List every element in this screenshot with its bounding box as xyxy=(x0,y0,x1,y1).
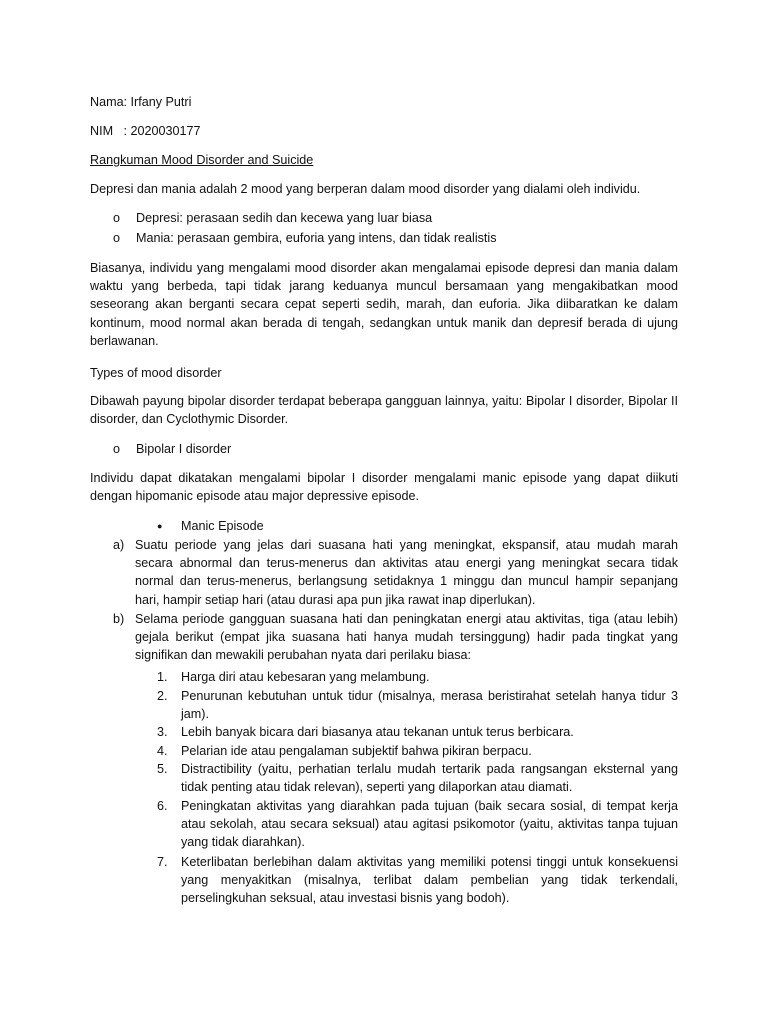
symptom-item xyxy=(157,853,678,908)
symptom-text: Pelarian ide atau pengalaman subjektif bahwa pikiran berpacu. xyxy=(181,744,532,758)
list-item xyxy=(113,440,231,458)
section-heading: Types of mood disorder xyxy=(90,366,222,380)
criteria-item xyxy=(113,536,678,609)
list-item xyxy=(113,229,497,247)
list-item xyxy=(157,517,264,535)
list-item-text: Mania: perasaan gembira, euforia yang intens, dan tidak realistis xyxy=(136,231,497,245)
symptom-marker: 1. xyxy=(157,670,168,684)
bullet-marker: o xyxy=(113,442,121,456)
symptom-item xyxy=(157,760,678,796)
list-item-text: Manic Episode xyxy=(181,519,264,533)
criteria-text: Suatu periode yang jelas dari suasana hati yang meningkat, ekspansif, atau mudah marah secara abnormal dan terus-menerus dan aktivitas atau energi yang meningkat secara tidak normal dan terus-menerus, berlangsung setidaknya 1 minggu dan muncul hampir sepanjang hari, hampir setiap hari (atau durasi apa pun jika rawat inap diperlukan). xyxy=(135,538,678,607)
symptom-item xyxy=(157,797,678,852)
criteria-item xyxy=(113,610,678,665)
criteria-text: Selama periode gangguan suasana hati dan peningkatan energi atau aktivitas, tiga (atau lebih) gejala berikut (empat jika suasana hati hanya mudah tersinggung) hadir pada tingkat yang signifikan dan mewakili perubahan nyata dari perilaku biasa: xyxy=(135,612,678,663)
symptom-item xyxy=(157,742,678,760)
symptom-item xyxy=(157,687,678,723)
symptom-text: Penurunan kebutuhan untuk tidur (misalnya, merasa beristirahat setelah hanya tidur 3 jam). xyxy=(181,689,678,722)
symptom-item xyxy=(157,668,678,686)
name-label: Nama xyxy=(90,95,124,109)
symptom-item xyxy=(157,723,678,741)
symptom-marker: 7. xyxy=(157,855,168,869)
list-item-text: Depresi: perasaan sedih dan kecewa yang luar biasa xyxy=(136,211,433,225)
nim-field xyxy=(90,122,201,140)
bullet-marker: ● xyxy=(157,521,163,531)
intro-paragraph: Depresi dan mania adalah 2 mood yang berperan dalam mood disorder yang dialami oleh individu. xyxy=(90,182,641,196)
symptom-text: Keterlibatan berlebihan dalam aktivitas yang memiliki potensi tinggi untuk konsekuensi yang menyakitkan (misalnya, terlibat dalam pembelian yang tidak terkendali, perselingkuhan seksual, atau investasi bisnis yang bodoh). xyxy=(181,855,678,906)
symptom-text: Lebih banyak bicara dari biasanya atau tekanan untuk terus berbicara. xyxy=(181,725,574,739)
criteria-marker: a) xyxy=(113,538,125,552)
symptom-marker: 6. xyxy=(157,799,168,813)
bullet-marker: o xyxy=(113,231,121,245)
name-value: : Irfany Putri xyxy=(123,95,192,109)
symptom-marker: 5. xyxy=(157,762,168,776)
paragraph-bipolar-i: Individu dapat dikatakan mengalami bipolar I disorder mengalami manic episode yang dapat diikuti dengan hipomanic episode atau major depressive episode. xyxy=(90,471,678,504)
paragraph-bipolar-types: Dibawah payung bipolar disorder terdapat beberapa gangguan lainnya, yaitu: Bipolar I disorder, Bipolar II disorder, dan Cyclothymic Disorder. xyxy=(90,394,678,427)
symptom-marker: 3. xyxy=(157,725,168,739)
list-item xyxy=(113,209,432,227)
list-item-text: Bipolar I disorder xyxy=(136,442,232,456)
symptom-marker: 4. xyxy=(157,744,168,758)
nim-label: NIM xyxy=(90,124,114,138)
symptom-marker: 2. xyxy=(157,689,168,703)
paragraph-mood-continuum: Biasanya, individu yang mengalami mood disorder akan mengalamai episode depresi dan mania dalam waktu yang berbeda, tapi tidak jarang keduanya muncul bersamaan yang mengakibatkan mood seseorang akan berganti secara cepat seperti sedih, marah, dan euforia. Jika diibaratkan ke dalam kontinum, mood normal akan berada di tengah, sedangkan untuk manik dan depresif berada di ujung berlawanan. xyxy=(90,261,678,348)
bullet-marker: o xyxy=(113,211,121,225)
nim-value: : 2020030177 xyxy=(123,124,201,138)
symptom-text: Distractibility (yaitu, perhatian terlalu mudah tertarik pada rangsangan eksternal yang tidak penting atau tidak relevan), seperti yang dilaporkan atau diamati. xyxy=(181,762,678,795)
name-field xyxy=(90,93,191,111)
document-title: Rangkuman Mood Disorder and Suicide xyxy=(90,153,314,167)
symptom-text: Peningkatan aktivitas yang diarahkan pada tujuan (baik secara sosial, di tempat kerja atau sekolah, atau secara seksual) atau agitasi psikomotor (yaitu, aktivitas tanpa tujuan yang tidak diarahkan). xyxy=(181,799,678,850)
criteria-marker: b) xyxy=(113,612,125,626)
symptom-text: Harga diri atau kebesaran yang melambung. xyxy=(181,670,430,684)
